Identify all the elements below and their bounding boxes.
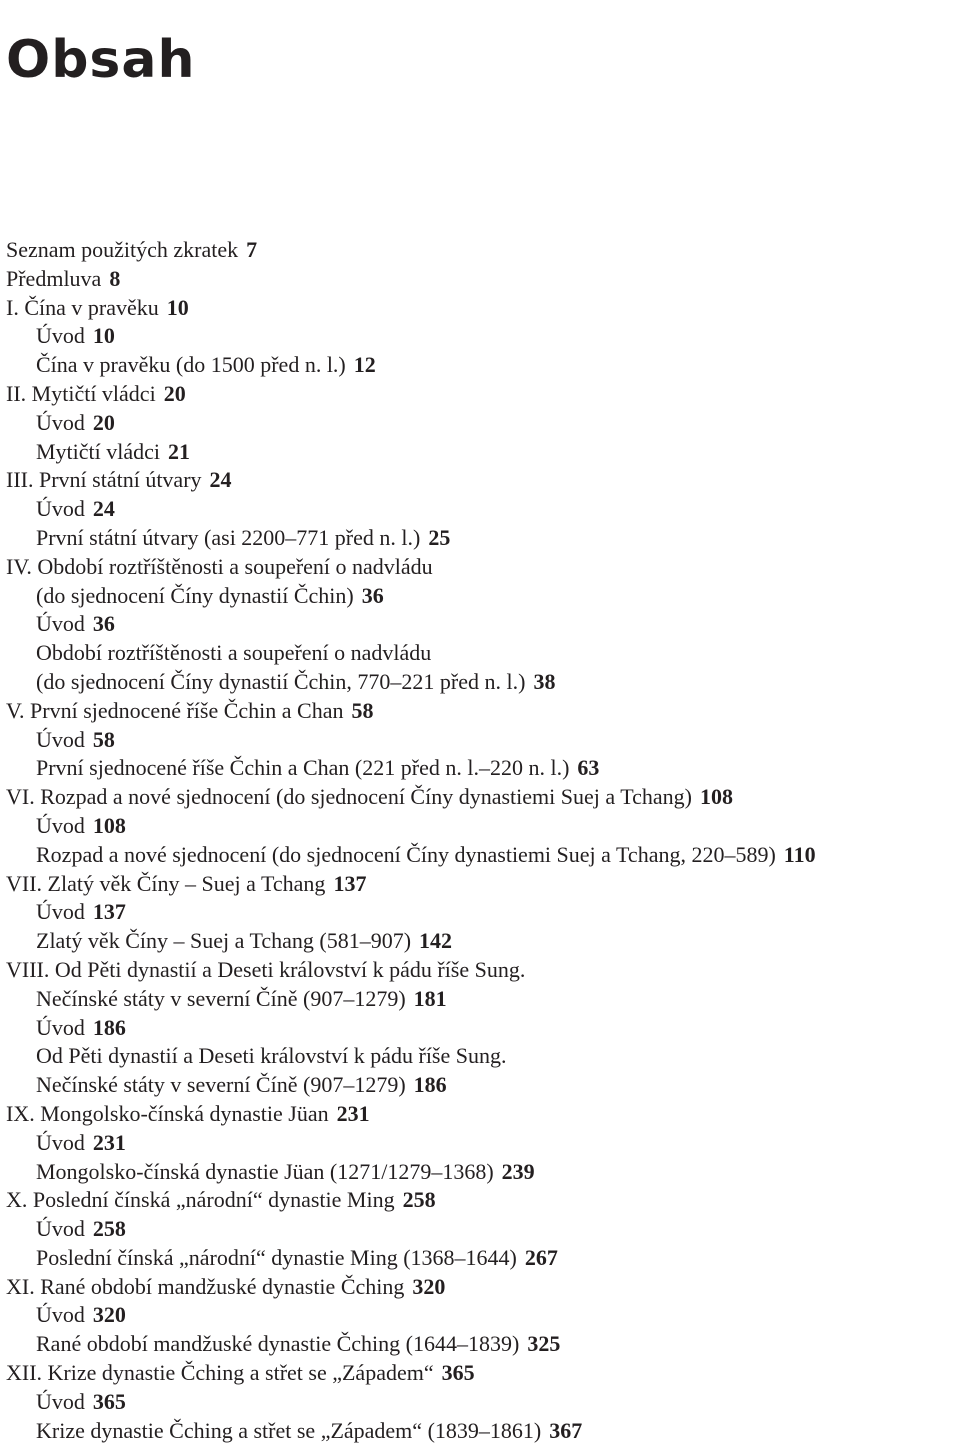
toc-entry-title: IV. Období roztříštěnosti a soupeření o nadvládu	[6, 553, 433, 579]
toc-entry-page: 231	[336, 1100, 370, 1126]
toc-entry-title: X. Poslední čínská „národní“ dynastie Ming	[6, 1187, 395, 1213]
toc-entry-page: 20	[163, 380, 186, 406]
toc-entry-page: 8	[109, 265, 121, 291]
toc-entry-title: Mytičtí vládci	[36, 438, 161, 464]
toc-entry-title: Od Pěti dynastií a Deseti království k pádu říše Sung.	[36, 1043, 507, 1069]
toc-entry-title: (do sjednocení Číny dynastií Čchin)	[36, 582, 354, 608]
toc-entry-title: Poslední čínská „národní“ dynastie Ming (1368–1644)	[36, 1244, 517, 1270]
toc-entry	[6, 726, 956, 755]
toc-entry-title: Úvod	[36, 899, 85, 925]
toc-entry-page: 108	[700, 784, 733, 810]
toc-entry-page: 258	[402, 1187, 436, 1213]
toc-entry-page: 365	[441, 1360, 475, 1386]
toc-entry-title: Nečínské státy v severní Číně (907–1279)	[36, 1072, 406, 1098]
toc-entry-title: VI. Rozpad a nové sjednocení (do sjednocení Číny dynastiemi Suej a Tchang)	[6, 784, 692, 810]
toc-entry-page: 10	[166, 294, 189, 320]
toc-entry	[6, 524, 956, 553]
toc-entry	[6, 668, 956, 697]
toc-entry	[6, 754, 956, 783]
toc-entry	[6, 783, 956, 812]
toc-entry-page: 58	[92, 726, 115, 752]
toc-entry-page: 325	[527, 1331, 561, 1357]
toc-entry-page: 320	[412, 1273, 446, 1299]
toc-entry-page: 239	[501, 1158, 535, 1184]
toc-entry	[6, 1186, 956, 1215]
toc-entry	[6, 985, 956, 1014]
toc-entry-title: Úvod	[36, 496, 85, 522]
toc-entry-title: Úvod	[36, 409, 85, 435]
toc-entry-title: VIII. Od Pěti dynastií a Deseti království k pádu říše Sung.	[6, 956, 526, 982]
toc-entry	[6, 1215, 956, 1244]
toc-entry-title: Úvod	[36, 323, 85, 349]
toc-entry	[6, 1301, 956, 1330]
toc-entry	[6, 553, 956, 582]
toc-entry-title: III. První státní útvary	[6, 467, 202, 493]
toc-entry-page: 186	[92, 1014, 126, 1040]
toc-entry-title: Úvod	[36, 726, 85, 752]
toc-entry-page: 181	[413, 985, 447, 1011]
toc-entry-title: Úvod	[36, 812, 85, 838]
toc-entry-title: Seznam použitých zkratek	[6, 237, 239, 262]
toc-entry-page: 20	[92, 409, 115, 435]
toc-entry	[6, 1014, 956, 1043]
toc-entry	[6, 1129, 956, 1158]
toc-entry-title: IX. Mongolsko-čínská dynastie Jüan	[6, 1100, 329, 1126]
toc-entry-title: Rané období mandžuské dynastie Čching (1644–1839)	[36, 1331, 520, 1357]
toc-entry-page: 137	[333, 870, 367, 896]
toc-entry-title: Předmluva	[6, 265, 102, 291]
toc-entry	[6, 898, 956, 927]
toc-entry-title: Mongolsko-čínská dynastie Jüan (1271/1279–1368)	[36, 1158, 494, 1184]
toc-entry-page: 58	[351, 697, 374, 723]
toc-entry-title: Zlatý věk Číny – Suej a Tchang (581–907)	[36, 928, 412, 954]
toc-entry-page: 7	[246, 237, 258, 262]
toc-entry-title: XI. Rané období mandžuské dynastie Čching	[6, 1273, 405, 1299]
toc-entry-page: 186	[413, 1072, 447, 1098]
toc-entry-title: První státní útvary (asi 2200–771 před n. l.)	[36, 524, 421, 550]
toc-entry	[6, 380, 956, 409]
toc-entry	[6, 1244, 956, 1273]
toc-entry-page: 38	[533, 668, 556, 694]
toc-entry-title: První sjednocené říše Čchin a Chan (221 před n. l.–220 n. l.)	[36, 755, 570, 781]
toc-entry-title: Úvod	[36, 1014, 85, 1040]
toc-entry-page: 24	[209, 467, 232, 493]
toc-entry	[6, 294, 956, 323]
toc-entry-title: Období roztříštěnosti a soupeření o nadvládu	[36, 640, 432, 666]
toc-entry-page: 367	[549, 1417, 583, 1443]
toc-entry-title: V. První sjednocené říše Čchin a Chan	[6, 697, 344, 723]
toc-entry	[6, 409, 956, 438]
toc-entry-page: 21	[168, 438, 191, 464]
toc-entry	[6, 582, 956, 611]
toc-entry-title: II. Mytičtí vládci	[6, 380, 156, 406]
page-title: Obsah	[6, 30, 196, 90]
toc-entry-title: Úvod	[36, 611, 85, 637]
toc-entry-page: 231	[92, 1129, 126, 1155]
toc-entry	[6, 956, 956, 985]
toc-entry	[6, 1071, 956, 1100]
toc-entry-title: Úvod	[36, 1302, 85, 1328]
toc-entry-page: 63	[577, 755, 600, 781]
toc-entry-page: 137	[92, 899, 126, 925]
toc-entry-page: 110	[783, 841, 816, 867]
toc-entry-page: 25	[428, 524, 451, 550]
toc-entry-title: (do sjednocení Číny dynastií Čchin, 770–221 před n. l.)	[36, 668, 526, 694]
toc-entry	[6, 870, 956, 899]
toc-entry-page: 36	[361, 582, 384, 608]
toc-entry	[6, 1158, 956, 1187]
toc-entry	[6, 236, 956, 265]
toc-entry-page: 320	[92, 1302, 126, 1328]
toc-entry	[6, 1330, 956, 1359]
toc-entry	[6, 1273, 956, 1302]
toc-entry-title: XII. Krize dynastie Čching a střet se „Západem“	[6, 1360, 434, 1386]
toc-entry-title: Úvod	[36, 1388, 85, 1414]
toc-entry	[6, 841, 956, 870]
toc-entry-page: 12	[353, 352, 376, 378]
toc-entry	[6, 1359, 956, 1388]
toc-entry-title: Čína v pravěku (do 1500 před n. l.)	[36, 352, 346, 378]
toc-entry	[6, 1417, 956, 1446]
toc-entry-title: Krize dynastie Čching a střet se „Západem“ (1839–1861)	[36, 1417, 542, 1443]
toc-entry	[6, 1100, 956, 1129]
toc-entry	[6, 639, 956, 668]
toc-entry-page: 108	[92, 812, 126, 838]
toc-entry-title: Rozpad a nové sjednocení (do sjednocení Číny dynastiemi Suej a Tchang, 220–589)	[36, 841, 776, 867]
toc-entry-page: 365	[92, 1388, 126, 1414]
toc-entry	[6, 438, 956, 467]
toc-entry	[6, 1042, 956, 1071]
toc-entry-page: 267	[524, 1244, 558, 1270]
toc-entry-title: Úvod	[36, 1216, 85, 1242]
toc-entry	[6, 495, 956, 524]
toc-entry-page: 24	[92, 496, 115, 522]
toc-entry-title: I. Čína v pravěku	[6, 294, 159, 320]
toc-entry-page: 258	[92, 1216, 126, 1242]
toc-entry	[6, 927, 956, 956]
toc-entry	[6, 265, 956, 294]
table-of-contents	[6, 236, 956, 1445]
toc-entry	[6, 812, 956, 841]
toc-entry	[6, 697, 956, 726]
toc-entry	[6, 351, 956, 380]
toc-entry-title: Nečínské státy v severní Číně (907–1279)	[36, 985, 406, 1011]
toc-entry-page: 142	[419, 928, 453, 954]
toc-entry	[6, 466, 956, 495]
toc-entry	[6, 610, 956, 639]
toc-entry	[6, 1388, 956, 1417]
toc-entry-title: Úvod	[36, 1129, 85, 1155]
toc-entry-title: VII. Zlatý věk Číny – Suej a Tchang	[6, 870, 326, 896]
toc-entry-page: 10	[92, 323, 115, 349]
toc-entry	[6, 322, 956, 351]
toc-entry-page: 36	[92, 611, 115, 637]
